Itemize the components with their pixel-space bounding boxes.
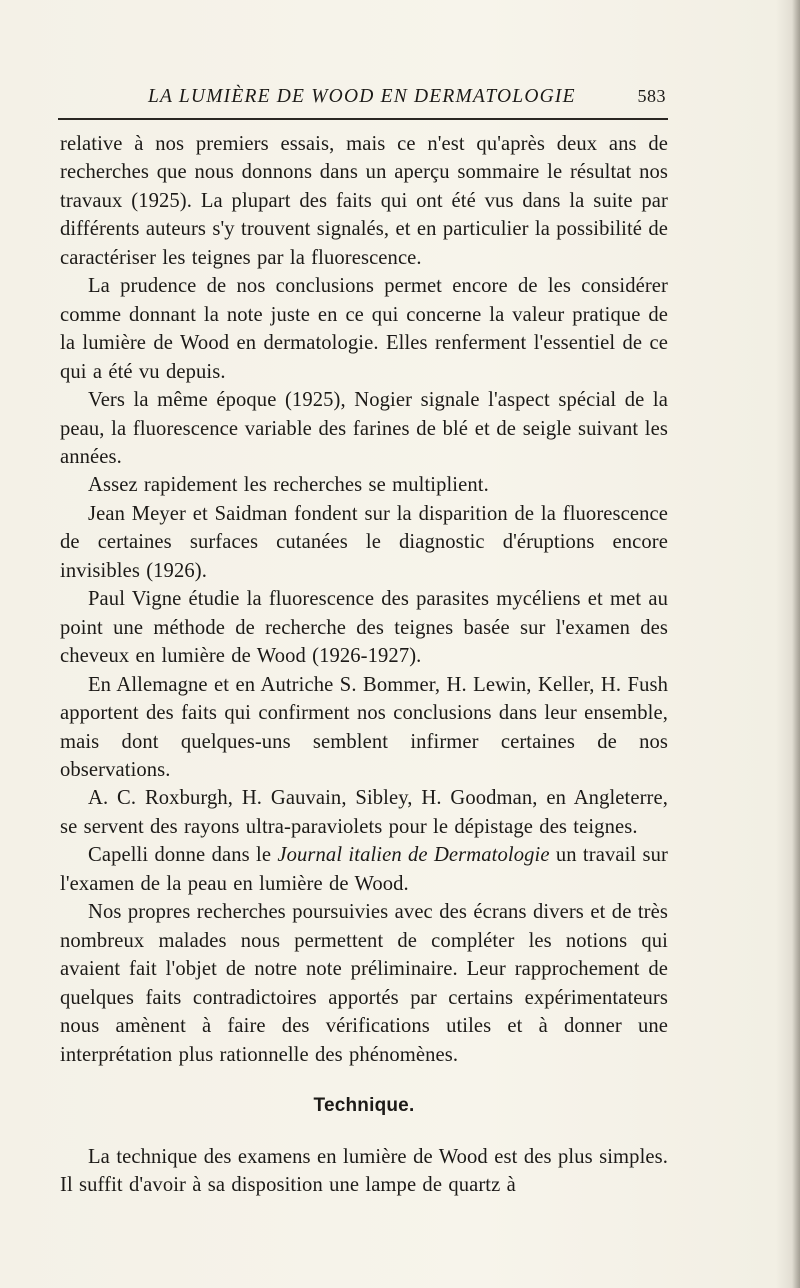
paragraph-1: relative à nos premiers essais, mais ce n'est qu'après deux ans de recherches que nous donnons dans un aperçu sommaire le résultat nos travaux (1925). La plupart des faits qui ont été vus dans la suite par différents auteurs s'y trouvent signalés, et en particulier la possibilité de caractériser les teignes par la fluorescence.	[60, 133, 668, 269]
header-rule	[58, 118, 668, 120]
paragraph-7: En Allemagne et en Autriche S. Bommer, H. Lewin, Keller, H. Fush apportent des faits qui confirment nos conclusions dans leur ensemble, mais dont quelques-uns semblent infirmer certaines de nos observations.	[60, 673, 668, 781]
paragraph-10: Nos propres recherches poursuivies avec des écrans divers et de très nombreux malades nous permettent de compléter les notions qui avaient fait l'objet de notre note préliminaire. Leur rapprochement de quelques faits contradictoires apportés par certains expérimentateurs nous amènent à faire des vérifications utiles et à donner une interprétation plus rationnelle des phénomènes.	[60, 901, 668, 1066]
paragraph-4: Assez rapidement les recherches se multiplient.	[88, 474, 489, 497]
running-header	[60, 86, 666, 114]
section-title: Technique.	[313, 1094, 415, 1116]
journal-title: Journal italien de Dermatologie	[277, 844, 550, 867]
running-title: LA LUMIÈRE DE WOOD EN DERMATOLOGIE	[148, 86, 576, 107]
paragraph-9-start: Capelli donne dans le	[88, 844, 278, 867]
paragraph-2: La prudence de nos conclusions permet encore de les considérer comme donnant la note juste en ce qui concerne la valeur pratique de la lumière de Wood en dermatologie. Elles renferment l'essentiel de ce qui a été vu depuis.	[60, 275, 668, 383]
section-paragraph-1: La technique des examens en lumière de Wood est des plus simples. Il suffit d'avoir à sa disposition une lampe de quartz à	[60, 1145, 668, 1197]
paragraph-5: Jean Meyer et Saidman fondent sur la disparition de la fluorescence de certaines surfaces cutanées le diagnostic d'éruptions encore invisibles (1926).	[60, 502, 668, 582]
paragraph-9-end: un travail sur l'examen de la peau en lumière de Wood.	[60, 844, 668, 895]
page-spine-shadow	[792, 0, 800, 1288]
page-number: 583	[637, 86, 666, 106]
paragraph-8: A. C. Roxburgh, H. Gauvain, Sibley, H. Goodman, en Angleterre, se servent des rayons ultra-paraviolets pour le dépistage des teignes.	[60, 787, 668, 838]
paragraph-3: Vers la même époque (1925), Nogier signale l'aspect spécial de la peau, la fluorescence variable des farines de blé et de seigle suivant les années.	[60, 389, 668, 468]
page-body	[60, 130, 668, 1200]
paragraph-9	[60, 841, 668, 898]
paragraph-6: Paul Vigne étudie la fluorescence des parasites mycéliens et met au point une méthode de recherche des teignes basée sur l'examen des cheveux en lumière de Wood (1926-1927).	[60, 588, 668, 668]
